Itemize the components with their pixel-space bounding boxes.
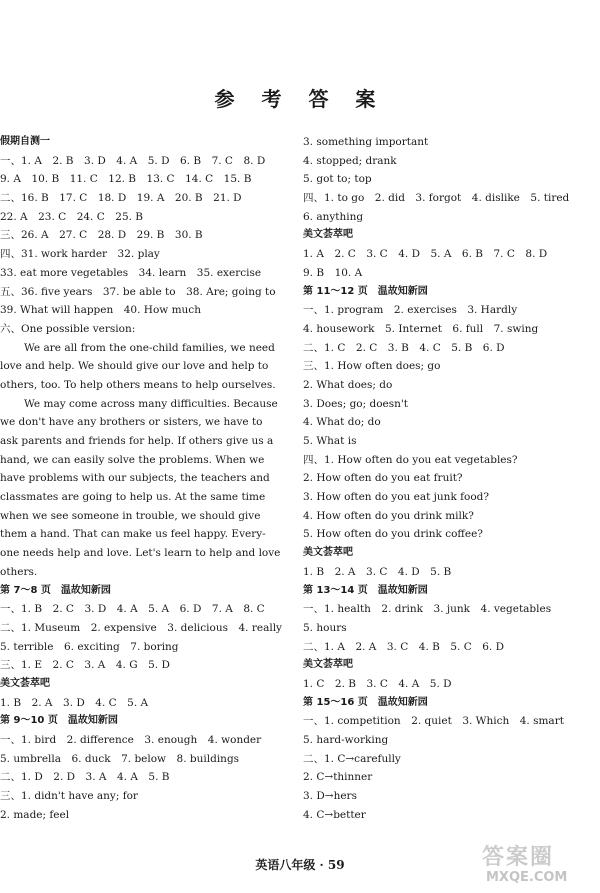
answer-line: 一、1. health 2. drink 3. junk 4. vegetables	[303, 603, 552, 616]
answer-line: 1. C 2. B 3. C 4. A 5. D	[303, 677, 452, 690]
watermark-url: MXQE.COM	[486, 870, 568, 885]
answer-line: 三、1. E 2. C 3. A 4. G 5. D	[0, 659, 170, 672]
answer-line: 5. hours	[303, 621, 347, 634]
answer-line: 1. B 2. A 3. C 4. D 5. B	[303, 565, 452, 578]
answer-line: 9. A 10. B 11. C 12. B 13. C 14. C 15. B	[0, 173, 252, 186]
section-heading: 第 11～12 页 温故知新园	[303, 285, 428, 297]
answer-line: 4. How often do you drink milk?	[303, 509, 474, 522]
answer-line: 4. stopped; drank	[303, 154, 397, 167]
answer-line: others, too. To help others means to help ourselves.	[0, 378, 276, 391]
answer-line: 二、1. A 2. A 3. C 4. B 5. C 6. D	[303, 640, 505, 653]
watermark-logo	[478, 838, 598, 892]
section-heading: 美文荟萃吧	[303, 659, 353, 671]
answer-line: 二、16. B 17. C 18. D 19. A 20. B 21. D	[0, 192, 242, 205]
right-column	[303, 133, 599, 824]
answer-line: 39. What will happen 40. How much	[0, 304, 201, 317]
answer-line: 3. Does; go; doesn't	[303, 397, 409, 410]
answer-line: 三、1. didn't have any; for	[0, 790, 138, 803]
answer-line: 一、1. program 2. exercises 3. Hardly	[303, 304, 518, 317]
answer-line: have problems with our subjects, the teachers and	[0, 472, 270, 485]
answer-line: We may come across many difficulties. Because	[24, 397, 278, 410]
answer-line: 1. B 2. A 3. D 4. C 5. A	[0, 696, 149, 709]
section-heading: 第 15～16 页 温故知新园	[303, 696, 428, 708]
answer-line: 2. How often do you eat fruit?	[303, 472, 463, 485]
answer-line: 四、31. work harder 32. play	[0, 248, 160, 261]
answer-line: 5. umbrella 6. duck 7. below 8. buildings	[0, 752, 240, 765]
answer-line: 3. something important	[303, 136, 429, 148]
answer-line: 二、1. C 2. C 3. B 4. C 5. B 6. D	[303, 341, 505, 354]
answer-line: 33. eat more vegetables 34. learn 35. exercise	[0, 266, 262, 279]
answer-line: 二、1. D 2. D 3. A 4. A 5. B	[0, 771, 170, 784]
answer-line: 9. B 10. A	[303, 266, 363, 279]
answer-line: we don't have any brothers or sisters, we have to	[0, 416, 263, 429]
answer-line: love and help. We should give our love and help to	[0, 360, 269, 373]
answer-line: one needs help and love. Let's learn to help and love	[0, 547, 281, 560]
page-footer: 英语八年级 · 59	[255, 858, 345, 872]
answer-line: them a hand. That can make us feel happy. Every-	[0, 528, 266, 541]
answer-line: 2. made; feel	[0, 808, 70, 821]
answer-line: 5. How often do you drink coffee?	[303, 528, 483, 541]
section-heading: 美文荟萃吧	[303, 229, 353, 241]
answer-line: 4. What do; do	[303, 416, 381, 429]
answer-line: ask parents and friends for help. If others give us a	[0, 435, 274, 447]
left-column	[0, 133, 282, 824]
page-title: 参 考 答 案	[214, 87, 386, 111]
answer-line: 4. C→better	[303, 808, 366, 821]
answer-line: 5. got to; top	[303, 173, 372, 186]
answer-line: 3. D→hers	[303, 790, 357, 803]
section-heading: 第 13～14 页 温故知新园	[303, 584, 428, 596]
answer-line: 2. C→thinner	[303, 771, 373, 784]
answer-line: 3. How often do you eat junk food?	[303, 491, 490, 504]
answer-line: 二、1. Museum 2. expensive 3. delicious 4. really	[0, 621, 282, 634]
answer-line: 三、1. How often does; go	[303, 360, 441, 373]
answer-line: classmates are going to help us. At the same time	[0, 491, 266, 504]
answer-line: 一、1. bird 2. difference 3. enough 4. wonder	[0, 734, 262, 746]
answer-line: 一、1. B 2. C 3. D 4. A 5. A 6. D 7. A 8. C	[0, 603, 265, 616]
section-heading: 美文荟萃吧	[303, 547, 353, 559]
answer-line: 5. terrible 6. exciting 7. boring	[0, 640, 179, 653]
answer-line: We are all from the one-child families, we need	[24, 341, 275, 354]
answer-line: 1. A 2. C 3. C 4. D 5. A 6. B 7. C 8. D	[303, 248, 548, 261]
answer-line: 5. What is	[303, 435, 357, 447]
section-heading: 第 9～10 页 温故知新园	[0, 715, 118, 727]
answer-line: when we see someone in trouble, we should give	[0, 509, 261, 522]
answer-line: 四、1. How often do you eat vegetables?	[303, 453, 518, 466]
answer-line: 4. housework 5. Internet 6. full 7. swing	[303, 322, 539, 335]
watermark-text: 答案圈	[482, 845, 555, 870]
answer-line: 四、1. to go 2. did 3. forgot 4. dislike 5. tired	[303, 192, 570, 205]
answer-line: 二、1. C→carefully	[303, 752, 401, 765]
section-heading: 美文荟萃吧	[0, 677, 50, 689]
answer-line: 五、36. five years 37. be able to 38. Are; going to	[0, 285, 276, 298]
answer-line: 三、26. A 27. C 28. D 29. B 30. B	[0, 229, 203, 242]
answer-line: others.	[0, 565, 38, 578]
answer-line: 6. anything	[303, 210, 364, 223]
answer-line: 六、One possible version:	[0, 322, 136, 335]
answer-line: 5. hard-working	[303, 734, 389, 746]
answer-line: 一、1. competition 2. quiet 3. Which 4. smart	[303, 715, 564, 728]
answer-line: 22. A 23. C 24. C 25. B	[0, 210, 144, 223]
section-heading: 第 7～8 页 温故知新园	[0, 584, 111, 596]
answer-line: hand, we can easily solve the problems. When we	[0, 453, 265, 466]
answer-line: 2. What does; do	[303, 378, 393, 391]
section-heading: 假期自测一	[0, 136, 50, 147]
answer-line: 一、1. A 2. B 3. D 4. A 5. D 6. B 7. C 8. D	[0, 154, 266, 167]
